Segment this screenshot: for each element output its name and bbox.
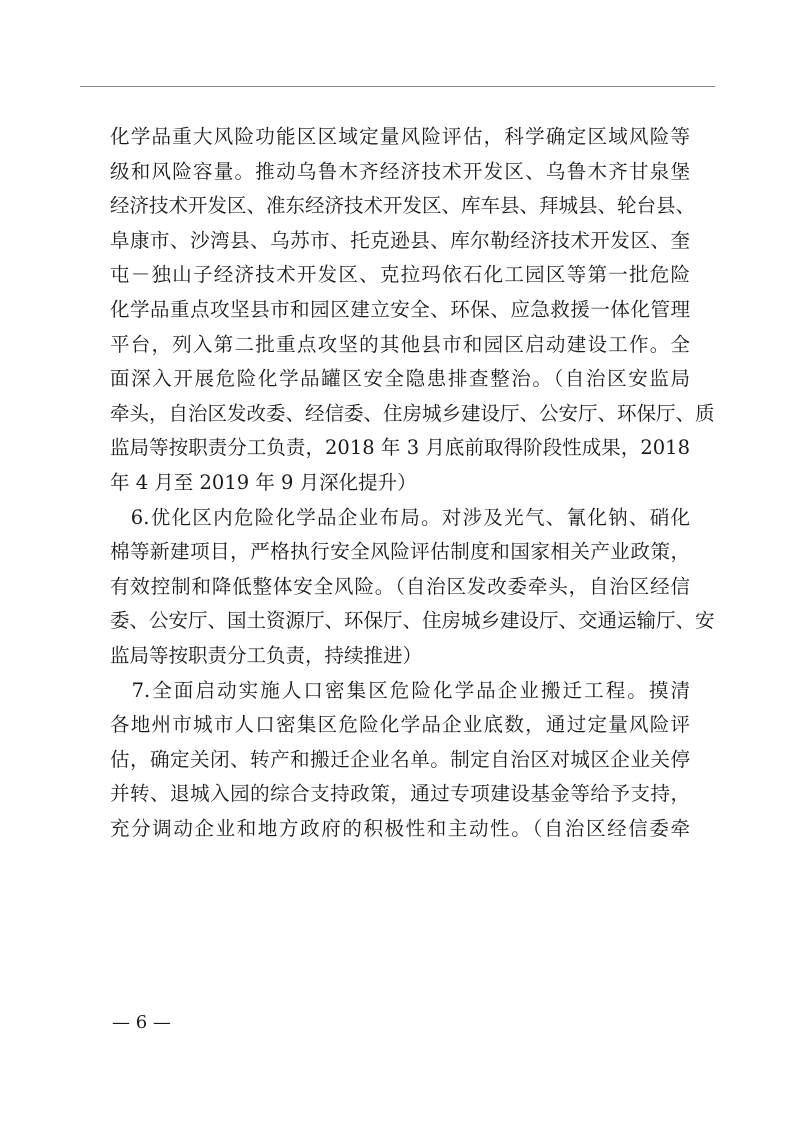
text-line: 经济技术开发区、准东经济技术开发区、库车县、拜城县、轮台县、 [110, 194, 696, 218]
text-line: 平台，列入第二批重点攻坚的其他县市和园区启动建设工作。全 [110, 332, 690, 356]
body-text [110, 120, 715, 846]
text-line: 监局等按职责分工负责，2018 年 3 月底前取得阶段性成果，2018 [110, 436, 690, 460]
text-line: 各地州市城市人口密集区危险化学品企业底数，通过定量风险评 [110, 713, 690, 737]
text-line: 化学品重点攻坚县市和园区建立安全、环保、应急救援一体化管理 [110, 297, 690, 321]
header-rule [80, 86, 715, 87]
text-line: 面深入开展危险化学品罐区安全隐患排查整治。（自治区安监局 [110, 367, 690, 391]
text-line: 化学品重大风险功能区区域定量风险评估，科学确定区域风险等 [110, 125, 690, 148]
text-line: 牵头，自治区发改委、经信委、住房城乡建设厅、公安厅、环保厅、质 [110, 401, 715, 425]
text-line: 屯－独山子经济技术开发区、克拉玛依石化工园区等第一批危险 [110, 263, 690, 287]
text-line: 估，确定关闭、转产和搬迁企业名单。制定自治区对城区企业关停 [110, 747, 690, 771]
text-line: 监局等按职责分工负责，持续推进） [110, 643, 423, 667]
page-number: — 6 — [112, 1012, 171, 1033]
text-line: 7.全面启动实施人口密集区危险化学品企业搬迁工程。摸清 [110, 678, 690, 702]
text-line: 充分调动企业和地方政府的积极性和主动性。（自治区经信委牵 [110, 816, 690, 840]
text-line: 棉等新建项目，严格执行安全风险评估制度和国家相关产业政策， [110, 540, 690, 564]
text-line: 级和风险容量。推动乌鲁木齐经济技术开发区、乌鲁木齐甘泉堡 [110, 159, 690, 183]
text-line: 有效控制和降低整体安全风险。（自治区发改委牵头，自治区经信 [110, 574, 690, 598]
text-line: 委、公安厅、国土资源厅、环保厅、住房城乡建设厅、交通运输厅、安 [110, 609, 715, 633]
text-line: 阜康市、沙湾县、乌苏市、托克逊县、库尔勒经济技术开发区、奎 [110, 228, 690, 252]
text-line: 年 4 月至 2019 年 9 月深化提升） [110, 470, 417, 494]
text-line: 6.优化区内危险化学品企业布局。对涉及光气、氰化钠、硝化 [110, 505, 690, 529]
text-line: 并转、退城入园的综合支持政策，通过专项建设基金等给予支持， [110, 782, 690, 806]
